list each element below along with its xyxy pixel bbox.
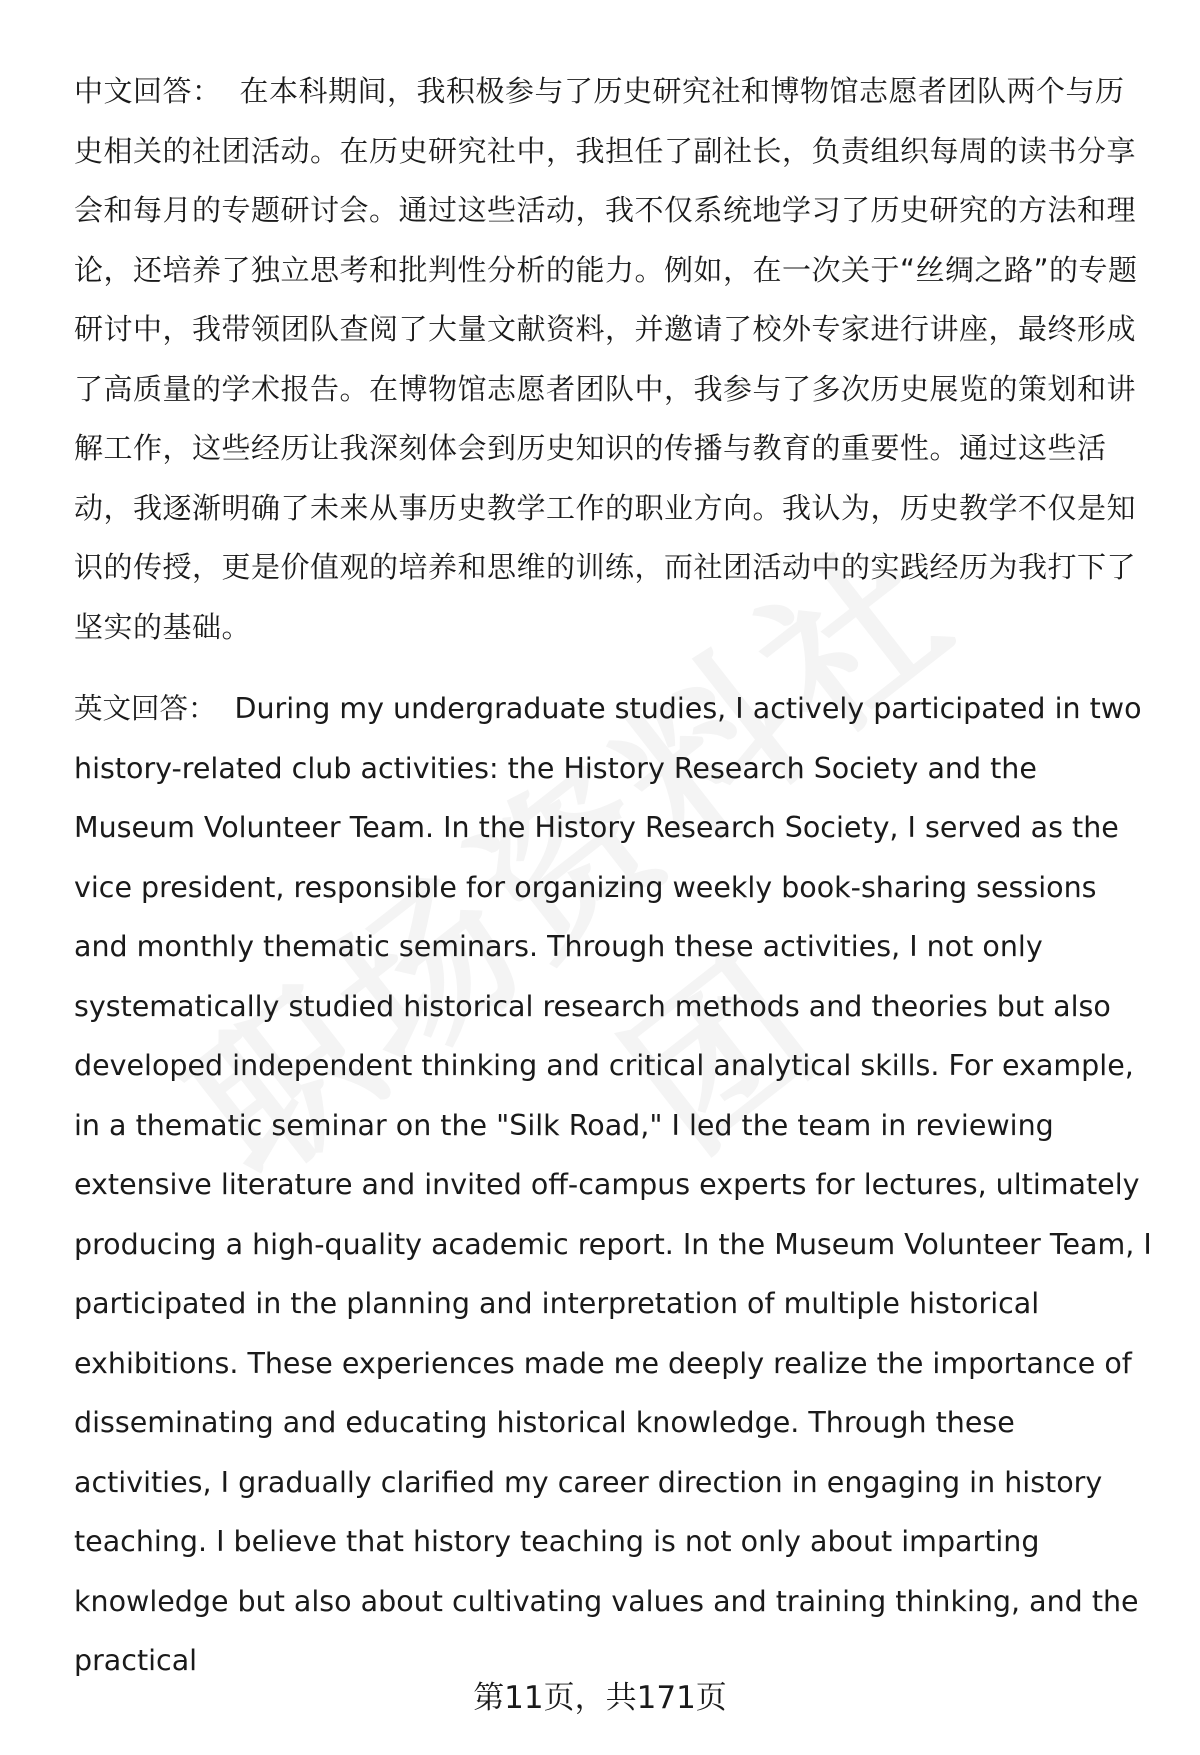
document-body (74, 62, 1154, 1691)
english-answer-text: During my undergraduate studies, I actively participated in two history-related club activities: the History Research Society and the Museum Volunteer Team. In the History Research Society, I served as the vice president, responsible for organizing weekly book-sharing sessions and monthly thematic seminars. Through these activities, I not only systematically studied historical research methods and theories but also developed independent thinking and critical analytical skills. For example, in a thematic seminar on the "Silk Road," I led the team in reviewing extensive literature and invited off-campus experts for lectures, ultimately producing a high-quality academic report. In the Museum Volunteer Team, I participated in the planning and interpretation of multiple historical exhibitions. These experiences made me deeply realize the importance of disseminating and educating historical knowledge. Through these activities, I gradually clarified my career direction in engaging in history teaching. I believe that history teaching is not only about imparting knowledge but also about cultivating values and training thinking, and the practical (74, 692, 1152, 1677)
page-number-footer: 第11页，共171页 (473, 1680, 727, 1716)
english-answer-paragraph (74, 679, 1154, 1691)
english-answer-label: 英文回答： (74, 692, 217, 725)
chinese-answer-paragraph (74, 62, 1154, 657)
chinese-answer-text: 在本科期间，我积极参与了历史研究社和博物馆志愿者团队两个与历史相关的社团活动。在历史研究社中，我担任了副社长，负责组织每周的读书分享会和每月的专题研讨会。通过这些活动，我不仅系统地学习了历史研究的方法和理论，还培养了独立思考和批判性分析的能力。例如，在一次关于“丝绸之路”的专题研讨中，我带领团队查阅了大量文献资料，并邀请了校外专家进行讲座，最终形成了高质量的学术报告。在博物馆志愿者团队中，我参与了多次历史展览的策划和讲解工作，这些经历让我深刻体会到历史知识的传播与教育的重要性。通过这些活动，我逐渐明确了未来从事历史教学工作的职业方向。我认为，历史教学不仅是知识的传授，更是价值观的培养和思维的训练，而社团活动中的实践经历为我打下了坚实的基础。 (74, 74, 1138, 644)
chinese-answer-label: 中文回答： (74, 74, 222, 108)
